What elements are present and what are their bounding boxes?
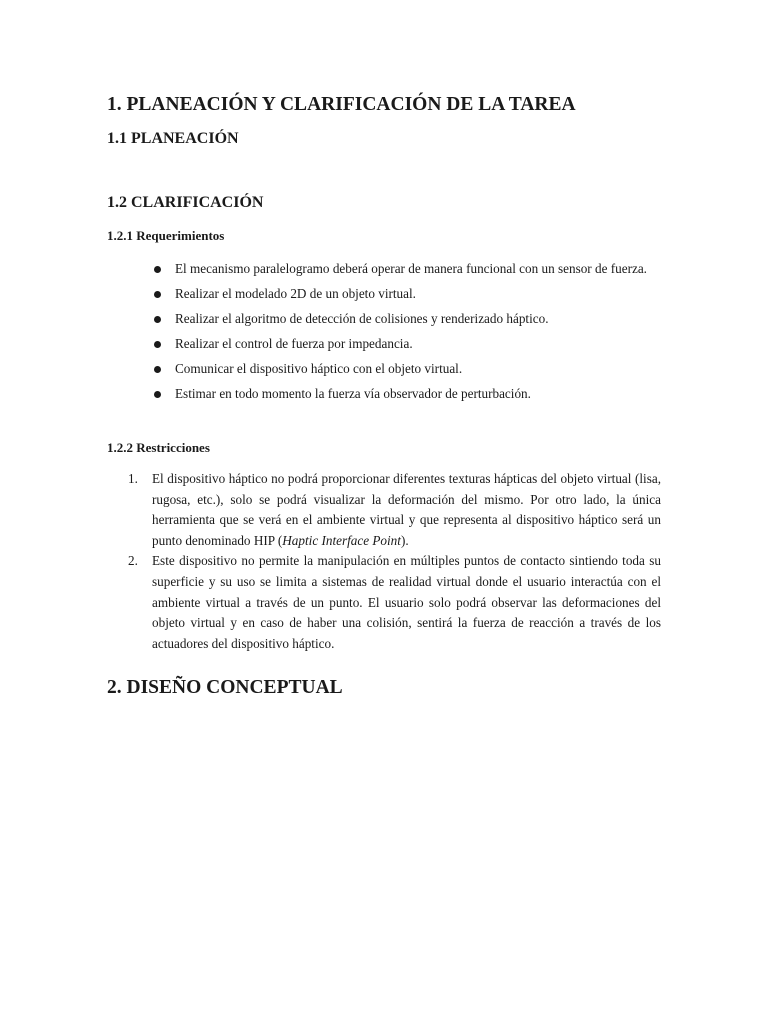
restrictions-heading: 1.2.2 Restricciones <box>107 440 210 455</box>
list-item <box>107 469 661 551</box>
requirements-heading: 1.2.1 Requerimientos <box>107 228 225 243</box>
restriction-text: El dispositivo háptico no podrá proporcionar diferentes texturas hápticas del objeto virtual (lisa, rugosa, etc.), solo se podrá visualizar la deformación del mismo. Por otro lado, la única herramienta que se verá en el ambiente virtual y que representa al dispositivo háptico será un punto denominado HIP ( <box>152 471 661 548</box>
list-number: 2. <box>128 553 138 569</box>
list-item <box>107 359 661 380</box>
section-1-heading: 1. PLANEACIÓN Y CLARIFICACIÓN DE LA TAREA <box>107 94 576 115</box>
bullet-icon <box>154 291 161 298</box>
requirement-text: Comunicar el dispositivo háptico con el objeto virtual. <box>175 361 463 376</box>
list-item <box>107 284 661 305</box>
restriction-italic-text: Haptic Interface Point <box>282 532 401 548</box>
restriction-text-end: ). <box>400 532 409 548</box>
requirement-text: Realizar el modelado 2D de un objeto virtual. <box>175 286 416 301</box>
bullet-icon <box>154 366 161 373</box>
bullet-icon <box>154 266 161 273</box>
requirement-text: Estimar en todo momento la fuerza vía observador de perturbación. <box>175 386 531 401</box>
list-item <box>107 551 661 654</box>
subsection-1-1-heading: 1.1 PLANEACIÓN <box>107 130 239 147</box>
requirements-list <box>107 259 661 409</box>
restrictions-list <box>107 469 661 654</box>
list-item <box>107 384 661 405</box>
bullet-icon <box>154 341 161 348</box>
section-2-heading: 2. DISEÑO CONCEPTUAL <box>107 677 343 698</box>
list-item <box>107 259 661 280</box>
requirement-text: El mecanismo paralelogramo deberá operar de manera funcional con un sensor de fuerza. <box>175 261 647 276</box>
bullet-icon <box>154 316 161 323</box>
requirement-text: Realizar el control de fuerza por impedancia. <box>175 336 413 351</box>
requirement-text: Realizar el algoritmo de detección de colisiones y renderizado háptico. <box>175 311 549 326</box>
list-number: 1. <box>128 471 138 486</box>
list-item <box>107 334 661 355</box>
list-item <box>107 309 661 330</box>
bullet-icon <box>154 391 161 398</box>
subsection-1-2-heading: 1.2 CLARIFICACIÓN <box>107 194 264 211</box>
restriction-text: Este dispositivo no permite la manipulación en múltiples puntos de contacto sintiendo toda su superficie y su uso se limita a sistemas de realidad virtual donde el usuario interactúa con el ambiente virtual a través de un punto. El usuario solo podrá observar las deformaciones del objeto virtual y en caso de haber una colisión, sentirá la fuerza de reacción a través de los actuadores del dispositivo háptico. <box>152 553 661 651</box>
